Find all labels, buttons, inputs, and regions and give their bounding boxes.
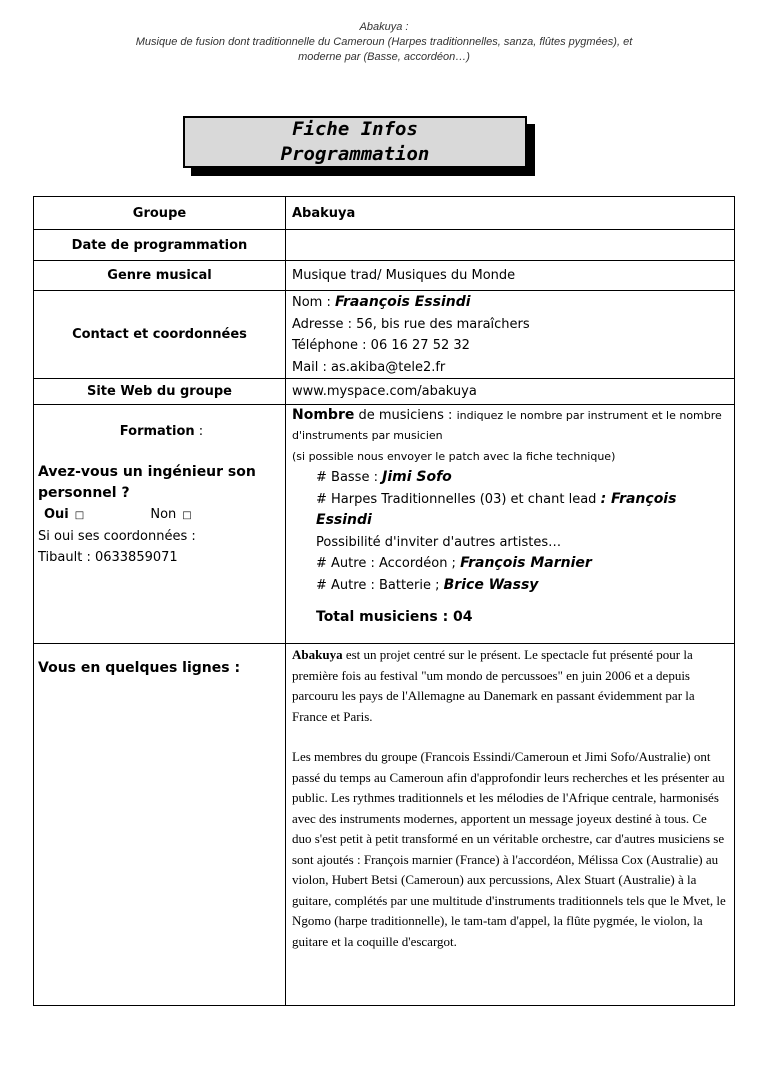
title-block	[183, 116, 537, 178]
basse-label: # Basse :	[316, 470, 383, 485]
contact-nom-label: Nom :	[292, 295, 335, 310]
nombre-line	[292, 405, 734, 446]
quelques-paragraph-2: Les membres du groupe (Francois Essindi/Cameroun et Jimi Sofo/Australie) ont passé du temps au Cameroun afin d'approfondir leurs recherches et les présenter au public. Les rythmes traditionnels et les mélodies de l'Afrique centrale, harmonisés avec des instruments modernes, apportent un message joyeux destiné à tous. Ce duo s'est petit à petit transformé en un véritable orchestre, car d'autres musiciens se sont ajoutés : François marnier (France) à l'accordéon, Mélissa Cox (Australie) au violon, Hubert Betsi (Cameroun) aux percussions, Alex Stuart (Australie) à la guitare, complétés par une multitude d'instruments traditionnels tels que le Mvet, le Ngomo (harpe traditionnelle), le tam-tam d'appel, la flûte pygmée, le violon, la guitare et la coquille d'escargot.	[292, 749, 726, 949]
label-genre: Genre musical	[34, 261, 286, 291]
patch-hint: (si possible nous envoyer le patch avec la fiche technique)	[292, 450, 616, 463]
value-quelques-lignes	[286, 644, 735, 1006]
value-contact	[286, 291, 735, 379]
title-line-2: Programmation	[280, 143, 430, 165]
line-possibilite: Possibilité d'inviter d'autres artistes…	[316, 534, 562, 550]
oui-non-row	[38, 504, 285, 526]
label-site: Site Web du groupe	[34, 379, 286, 405]
value-groupe: Abakuya	[286, 197, 735, 230]
non-label: Non	[150, 507, 177, 522]
label-date: Date de programmation	[34, 230, 286, 261]
total-musiciens: Total musiciens : 04	[316, 609, 473, 625]
header-line-1: Abakuya :	[359, 21, 409, 33]
formation-label-suffix: :	[194, 424, 204, 439]
info-table	[33, 196, 735, 1006]
contact-adresse: Adresse : 56, bis rue des maraîchers	[292, 316, 530, 332]
value-formation	[286, 405, 735, 644]
formation-heading	[38, 424, 285, 439]
value-site: www.myspace.com/abakuya	[286, 379, 735, 405]
value-date	[286, 230, 735, 261]
row-formation	[34, 405, 735, 644]
batterie-name: Brice Wassy	[443, 576, 539, 593]
accordeon-name: François Marnier	[460, 555, 592, 571]
header-line-3: moderne par (Basse, accordéon…)	[298, 51, 470, 63]
page-header	[60, 20, 708, 65]
accordeon-label: # Autre : Accordéon ;	[316, 556, 461, 571]
contact-nom-value: Fraançois Essindi	[335, 294, 471, 310]
line-accordeon	[292, 553, 734, 575]
formation-label: Formation	[119, 424, 195, 439]
value-genre: Musique trad/ Musiques du Monde	[286, 261, 735, 291]
ingenieur-contact: Tibault : 0633859071	[38, 550, 178, 565]
line-batterie	[292, 575, 734, 597]
nombre-rest: de musiciens :	[354, 408, 457, 423]
harpes-label: # Harpes Traditionnelles (03) et chant lead	[316, 491, 601, 507]
title-line-1: Fiche Infos	[292, 118, 418, 140]
title-box	[183, 116, 527, 168]
basse-name: Jimi Sofo	[382, 469, 452, 485]
si-oui-text: Si oui ses coordonnées :	[38, 529, 196, 544]
nombre-hint: indiquez le nombre par instrument et le nombre d'instruments par musicien	[292, 409, 722, 442]
contact-telephone: Téléphone : 06 16 27 52 32	[292, 338, 470, 353]
row-date	[34, 230, 735, 261]
quelques-p1-bold: Abakuya	[292, 647, 343, 662]
quelques-paragraph-1	[292, 645, 728, 727]
harpes-name: : François Essindi	[316, 490, 677, 528]
row-quelques-lignes	[34, 644, 735, 1006]
row-genre	[34, 261, 735, 291]
row-groupe	[34, 197, 735, 230]
contact-nom	[292, 292, 734, 314]
header-line-2: Musique de fusion dont traditionnelle du Cameroun (Harpes traditionnelles, sanza, flûtes pygmées), et	[135, 36, 633, 48]
row-site	[34, 379, 735, 405]
non-checkbox[interactable]: □	[182, 510, 192, 521]
label-quelques-lignes: Vous en quelques lignes :	[34, 644, 286, 1006]
label-formation-cell	[34, 405, 286, 644]
line-basse	[292, 467, 734, 489]
contact-mail: Mail : as.akiba@tele2.fr	[292, 359, 446, 375]
oui-label: Oui	[44, 507, 69, 522]
label-contact: Contact et coordonnées	[34, 291, 286, 379]
batterie-label: # Autre : Batterie ;	[316, 577, 444, 593]
row-contact	[34, 291, 735, 379]
quelques-p1-text: est un projet centré sur le présent. Le spectacle fut présenté pour la première fois au festival "um mondo de percussoes" en juin 2006 et a depuis parcouru les pays de l'Allemagne au Danemark en passant évidemment par la France et Paris.	[292, 647, 695, 724]
line-harpes	[292, 489, 734, 532]
ingenieur-question: Avez-vous un ingénieur son personnel ?	[38, 464, 256, 501]
label-groupe: Groupe	[34, 197, 286, 230]
nombre-word: Nombre	[292, 407, 355, 423]
oui-checkbox[interactable]: □	[74, 510, 85, 521]
